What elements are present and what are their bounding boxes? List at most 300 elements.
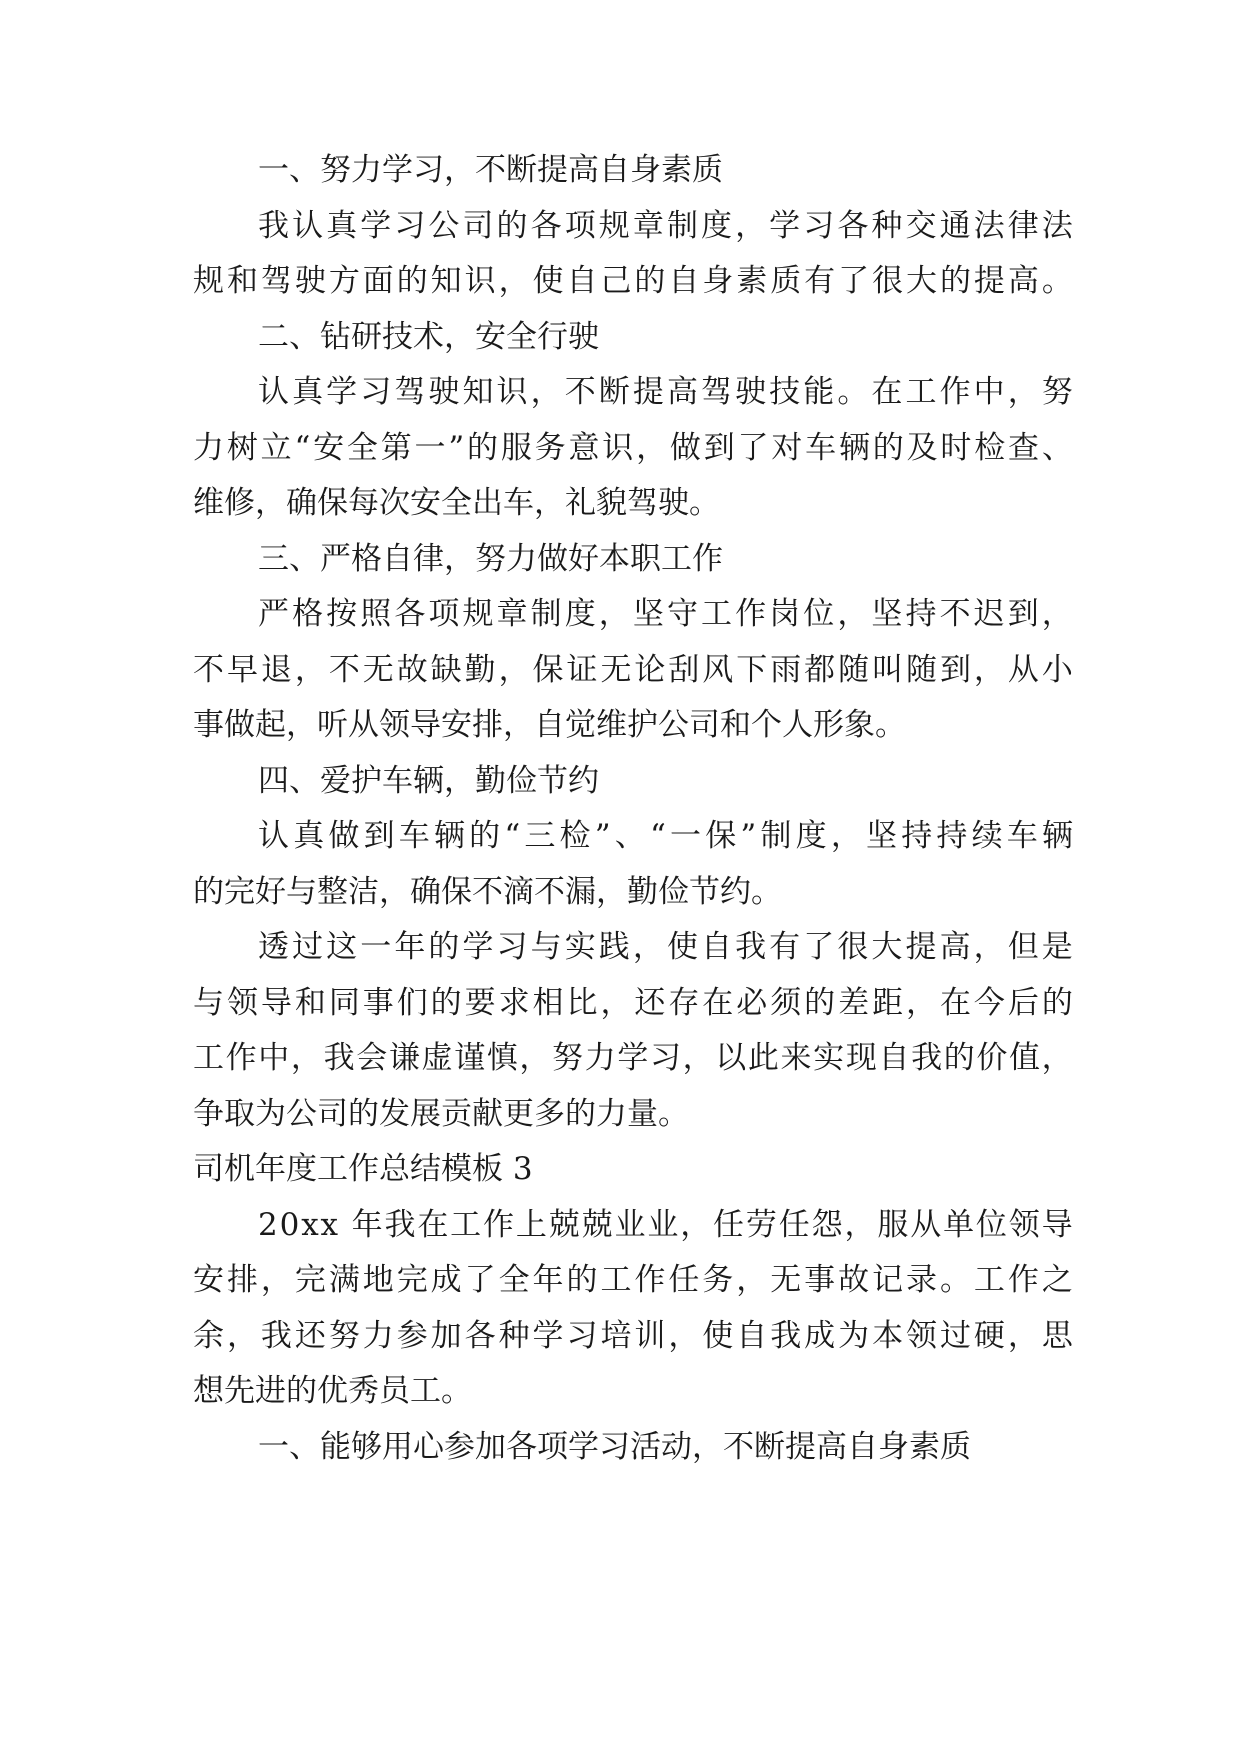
glyph: 无 — [362, 652, 394, 688]
glyph: 规 — [193, 263, 224, 299]
glyph: 满 — [328, 1262, 360, 1298]
glyph: 学 — [769, 208, 801, 244]
glyph: 坚 — [871, 596, 903, 632]
glyph: 还 — [294, 1318, 326, 1354]
glyph: 有 — [804, 263, 836, 299]
glyph: 度 — [701, 208, 733, 244]
glyph: 种 — [498, 1318, 530, 1354]
glyph: 须 — [770, 985, 802, 1021]
glyph: 今 — [973, 985, 1005, 1021]
glyph: 断 — [598, 374, 630, 410]
glyph: 证 — [566, 652, 598, 688]
glyph: 三 — [524, 818, 556, 854]
glyph: 大 — [871, 929, 903, 965]
glyph: 持 — [905, 596, 937, 632]
glyph: 了 — [737, 430, 769, 466]
glyph: ， — [668, 1318, 700, 1354]
glyph: 坚 — [632, 596, 664, 632]
glyph: 排 — [226, 1262, 258, 1298]
glyph: 学 — [617, 1040, 649, 1076]
glyph: 与 — [530, 929, 562, 965]
glyph: 我 — [384, 1207, 416, 1243]
glyph: 实 — [564, 929, 596, 965]
glyph: 作 — [735, 596, 767, 632]
glyph: 在 — [417, 1207, 449, 1243]
paragraph-line: 的完好与整洁，确保不滴不漏，勤俭节约。 — [193, 874, 782, 910]
glyph: 务 — [534, 430, 566, 466]
glyph: 努 — [552, 1040, 584, 1076]
glyph: 自 — [878, 1040, 910, 1076]
glyph: ， — [600, 985, 632, 1021]
glyph: 交 — [905, 208, 937, 244]
glyph: 保 — [705, 818, 737, 854]
glyph: 续 — [971, 818, 1003, 854]
glyph: 学 — [462, 929, 494, 965]
glyph: 思 — [1041, 1318, 1073, 1354]
glyph: 规 — [598, 208, 630, 244]
glyph: 作 — [1007, 1262, 1039, 1298]
glyph: 各 — [464, 1318, 496, 1354]
glyph: 位 — [975, 1207, 1007, 1243]
glyph: 做 — [328, 818, 360, 854]
glyph: 比 — [566, 985, 598, 1021]
glyph: 以 — [715, 1040, 747, 1076]
glyph: ” — [740, 818, 757, 854]
glyph: ， — [1007, 374, 1039, 410]
glyph: ， — [906, 985, 938, 1021]
glyph: 力 — [362, 1318, 394, 1354]
glyph: 过 — [939, 1318, 971, 1354]
glyph: 我 — [911, 1040, 943, 1076]
glyph: 导 — [1041, 1207, 1073, 1243]
glyph: 完 — [294, 1262, 326, 1298]
glyph: 意 — [568, 430, 600, 466]
glyph: 习 — [566, 1318, 598, 1354]
glyph: ” — [594, 818, 611, 854]
glyph: 一 — [414, 430, 446, 466]
glyph: 从 — [1007, 652, 1039, 688]
glyph: 的 — [428, 929, 460, 965]
glyph: 透 — [258, 929, 289, 965]
glyph: 我 — [258, 208, 289, 244]
glyph: ， — [530, 374, 562, 410]
glyph: 0 — [279, 1207, 300, 1243]
glyph: 。 — [837, 374, 869, 410]
glyph: 习 — [496, 929, 528, 965]
glyph: 在 — [939, 985, 971, 1021]
paragraph-line — [193, 983, 1073, 1023]
paragraph-line: 想先进的优秀员工。 — [193, 1373, 472, 1409]
glyph: 作 — [939, 374, 971, 410]
glyph: 律 — [1007, 208, 1039, 244]
glyph: 地 — [362, 1262, 394, 1298]
glyph: 成 — [430, 1262, 462, 1298]
glyph: x — [301, 1207, 319, 1243]
glyph: 小 — [1041, 652, 1073, 688]
glyph: 要 — [464, 985, 496, 1021]
glyph: 各 — [837, 208, 869, 244]
glyph: 驶 — [294, 263, 326, 299]
glyph: 习 — [649, 1040, 681, 1076]
glyph: ， — [680, 1207, 712, 1243]
glyph: 的 — [939, 263, 971, 299]
glyph: 为 — [838, 1318, 870, 1354]
glyph: 持 — [936, 818, 968, 854]
glyph: 的 — [943, 1040, 975, 1076]
glyph: 风 — [702, 652, 734, 688]
glyph: 完 — [396, 1262, 428, 1298]
glyph: ， — [498, 263, 530, 299]
paragraph-line: 争取为公司的发展贡献更多的力量。 — [193, 1096, 689, 1132]
glyph: ， — [973, 652, 1005, 688]
glyph: 辆 — [433, 818, 465, 854]
glyph: 自 — [668, 263, 700, 299]
glyph: 到 — [703, 430, 735, 466]
glyph: 兢 — [581, 1207, 613, 1243]
glyph: 章 — [496, 596, 528, 632]
glyph: 提 — [632, 374, 664, 410]
glyph: 有 — [769, 929, 801, 965]
glyph: ， — [1007, 1318, 1039, 1354]
glyph: 后 — [1007, 985, 1039, 1021]
glyph: 的 — [872, 430, 904, 466]
paragraph-line — [258, 927, 1073, 967]
glyph: 能 — [803, 374, 835, 410]
glyph: 践 — [598, 929, 630, 965]
glyph: 法 — [973, 208, 1005, 244]
glyph: 认 — [292, 208, 324, 244]
glyph: 项 — [564, 208, 596, 244]
glyph: 驶 — [735, 374, 767, 410]
glyph: 不 — [564, 374, 596, 410]
glyph: 必 — [736, 985, 768, 1021]
glyph: 安 — [313, 430, 345, 466]
glyph: 的 — [1041, 985, 1073, 1021]
glyph: 格 — [292, 596, 324, 632]
glyph: 任 — [668, 1262, 700, 1298]
glyph: 距 — [872, 985, 904, 1021]
glyph: 相 — [532, 985, 564, 1021]
glyph: 事 — [804, 1262, 836, 1298]
glyph: 领 — [1008, 1207, 1040, 1243]
glyph: 自 — [701, 929, 733, 965]
glyph: 早 — [226, 652, 258, 688]
glyph: 和 — [226, 263, 258, 299]
glyph: 提 — [973, 263, 1005, 299]
glyph: 随 — [838, 652, 870, 688]
glyph: 的 — [804, 985, 836, 1021]
glyph: 工 — [701, 596, 733, 632]
glyph: 全 — [498, 1262, 530, 1298]
glyph: 章 — [632, 208, 664, 244]
glyph: 一 — [360, 929, 392, 965]
glyph: ， — [519, 1040, 551, 1076]
glyph: 务 — [702, 1262, 734, 1298]
glyph: 安 — [193, 1262, 224, 1298]
glyph: 法 — [1041, 208, 1073, 244]
glyph: 雨 — [770, 652, 802, 688]
glyph: 虚 — [421, 1040, 453, 1076]
glyph: ， — [973, 929, 1005, 965]
glyph: 规 — [462, 596, 494, 632]
glyph: 使 — [666, 929, 698, 965]
glyph: 与 — [193, 985, 224, 1021]
glyph: 差 — [838, 985, 870, 1021]
glyph: 的 — [469, 818, 501, 854]
glyph: 全 — [346, 430, 378, 466]
glyph: 不 — [939, 596, 971, 632]
glyph: 价 — [976, 1040, 1008, 1076]
glyph: 大 — [906, 263, 938, 299]
glyph: ， — [1041, 596, 1073, 632]
glyph: 了 — [803, 929, 835, 965]
glyph: 业 — [614, 1207, 646, 1243]
paragraph-line — [193, 650, 1073, 690]
glyph: 到 — [363, 818, 395, 854]
glyph: 检 — [974, 430, 1006, 466]
glyph: 训 — [634, 1318, 666, 1354]
glyph: 习 — [360, 374, 392, 410]
glyph: 辆 — [838, 430, 870, 466]
glyph: 质 — [770, 263, 802, 299]
glyph: 退 — [260, 652, 292, 688]
paragraph-line — [258, 206, 1073, 246]
glyph: 兢 — [548, 1207, 580, 1243]
glyph: 车 — [1006, 818, 1038, 854]
paragraph-line — [258, 1205, 1073, 1245]
glyph: 、 — [614, 818, 646, 854]
glyph: 不 — [328, 652, 360, 688]
glyph: 识 — [602, 430, 634, 466]
glyph: 还 — [634, 985, 666, 1021]
glyph: 使 — [532, 263, 564, 299]
document-title: 司机年度工作总结模板 3 — [193, 1151, 533, 1187]
glyph: 身 — [702, 263, 734, 299]
glyph: 工 — [905, 374, 937, 410]
glyph: 立 — [260, 430, 292, 466]
glyph: 各 — [394, 596, 426, 632]
glyph: 高 — [1007, 263, 1039, 299]
glyph: “ — [504, 818, 521, 854]
glyph: 检 — [559, 818, 591, 854]
paragraph-line — [193, 261, 1073, 301]
glyph: 时 — [940, 430, 972, 466]
glyph: 习 — [394, 208, 426, 244]
glyph: 项 — [428, 596, 460, 632]
glyph: ， — [598, 596, 630, 632]
glyph: 刮 — [668, 652, 700, 688]
glyph: 慎 — [486, 1040, 518, 1076]
glyph: ， — [636, 430, 668, 466]
glyph: 故 — [838, 1262, 870, 1298]
paragraph-line — [258, 816, 1073, 856]
glyph: 做 — [669, 430, 701, 466]
glyph: 司 — [462, 208, 494, 244]
glyph: 提 — [905, 929, 937, 965]
glyph: 严 — [258, 596, 289, 632]
glyph: 的 — [396, 263, 428, 299]
glyph: 在 — [702, 985, 734, 1021]
glyph: 我 — [735, 929, 767, 965]
glyph: x — [320, 1207, 339, 1243]
glyph: 努 — [328, 1318, 360, 1354]
glyph: 持 — [901, 818, 933, 854]
glyph: 己 — [600, 263, 632, 299]
glyph: 之 — [1041, 1262, 1073, 1298]
glyph: 我 — [260, 1318, 292, 1354]
glyph: 保 — [532, 652, 564, 688]
glyph: 怨 — [811, 1207, 843, 1243]
glyph: 知 — [430, 263, 462, 299]
glyph: 中 — [973, 374, 1005, 410]
glyph: 学 — [326, 374, 358, 410]
paragraph-line — [193, 1038, 1073, 1078]
glyph: 都 — [804, 652, 836, 688]
glyph: ， — [735, 208, 767, 244]
glyph: 认 — [258, 818, 289, 854]
glyph: 在 — [871, 374, 903, 410]
glyph: ， — [498, 652, 530, 688]
glyph: 方 — [328, 263, 360, 299]
paragraph-line — [193, 1260, 1073, 1300]
glyph: 记 — [872, 1262, 904, 1298]
glyph: 劳 — [745, 1207, 777, 1243]
glyph: 和 — [294, 985, 326, 1021]
glyph: 技 — [769, 374, 801, 410]
glyph: 坚 — [866, 818, 897, 854]
glyph: 的 — [634, 263, 666, 299]
glyph: 制 — [530, 596, 562, 632]
glyph: 存 — [668, 985, 700, 1021]
glyph: 服 — [877, 1207, 909, 1243]
glyph: 认 — [258, 374, 289, 410]
glyph: 面 — [362, 263, 394, 299]
glyph: 参 — [396, 1318, 428, 1354]
glyph: 制 — [666, 208, 698, 244]
glyph: 的 — [566, 1262, 598, 1298]
paragraph-line: 事做起，听从领导安排，自觉维护公司和个人形象。 — [193, 707, 906, 743]
glyph: 勤 — [464, 652, 496, 688]
glyph: 论 — [634, 652, 666, 688]
glyph: 度 — [795, 818, 827, 854]
glyph: “ — [649, 818, 666, 854]
glyph: 年 — [532, 1262, 564, 1298]
glyph: 第 — [380, 430, 412, 466]
section-heading: 一、能够用心参加各项学习活动，不断提高自身素质 — [258, 1429, 971, 1465]
glyph: 真 — [326, 208, 358, 244]
glyph: 同 — [328, 985, 360, 1021]
glyph: 识 — [496, 374, 528, 410]
glyph: 按 — [326, 596, 358, 632]
glyph: 了 — [838, 263, 870, 299]
glyph: 事 — [362, 985, 394, 1021]
glyph: 了 — [464, 1262, 496, 1298]
glyph: 查 — [1008, 430, 1040, 466]
glyph: 领 — [226, 985, 258, 1021]
glyph: 制 — [760, 818, 792, 854]
glyph: 的 — [496, 208, 528, 244]
paragraph-line — [193, 1316, 1073, 1356]
glyph: 自 — [736, 1318, 768, 1354]
glyph: 工 — [973, 1262, 1005, 1298]
glyph: 知 — [462, 374, 494, 410]
paragraph-line — [258, 594, 1073, 634]
glyph: 叫 — [872, 652, 904, 688]
glyph: 成 — [804, 1318, 836, 1354]
glyph: 加 — [430, 1318, 462, 1354]
glyph: 从 — [910, 1207, 942, 1243]
glyph: ” — [448, 430, 465, 466]
glyph: 单 — [943, 1207, 975, 1243]
glyph: 业 — [647, 1207, 679, 1243]
glyph: 录 — [906, 1262, 938, 1298]
glyph: 下 — [736, 652, 768, 688]
glyph: ， — [682, 1040, 714, 1076]
glyph: 现 — [845, 1040, 877, 1076]
glyph: 树 — [226, 430, 258, 466]
glyph: 但 — [1007, 929, 1039, 965]
glyph: 无 — [770, 1262, 802, 1298]
glyph: 驶 — [428, 374, 460, 410]
section-heading: 三、严格自律，努力做好本职工作 — [258, 541, 723, 577]
glyph: ， — [290, 1040, 322, 1076]
glyph: 年 — [394, 929, 426, 965]
glyph: 及 — [906, 430, 938, 466]
paragraph-line: 维修，确保每次安全出车，礼貌驾驶。 — [193, 485, 720, 521]
glyph: 本 — [872, 1318, 904, 1354]
glyph: 培 — [600, 1318, 632, 1354]
glyph: 实 — [813, 1040, 845, 1076]
glyph: 习 — [803, 208, 835, 244]
glyph: 驾 — [701, 374, 733, 410]
glyph: 车 — [805, 430, 837, 466]
glyph: 岗 — [769, 596, 801, 632]
glyph: 到 — [939, 652, 971, 688]
paragraph-line — [193, 428, 1073, 468]
glyph: 真 — [292, 374, 324, 410]
glyph: 力 — [193, 430, 224, 466]
glyph: 学 — [532, 1318, 564, 1354]
glyph: 作 — [483, 1207, 515, 1243]
glyph: ， — [844, 1207, 876, 1243]
glyph: 2 — [258, 1207, 278, 1243]
glyph: 自 — [566, 263, 598, 299]
glyph: 工 — [600, 1262, 632, 1298]
glyph: 、 — [1041, 430, 1073, 466]
glyph: 迟 — [973, 596, 1005, 632]
glyph: 我 — [770, 1318, 802, 1354]
glyph: ， — [736, 1262, 768, 1298]
section-heading: 二、钻研技术，安全行驶 — [258, 319, 599, 355]
glyph: ， — [830, 818, 862, 854]
glyph: 是 — [1041, 929, 1073, 965]
glyph: 一 — [670, 818, 702, 854]
glyph: 很 — [872, 263, 904, 299]
glyph: 车 — [398, 818, 430, 854]
paragraph-line — [258, 372, 1073, 412]
glyph: 会 — [356, 1040, 388, 1076]
glyph: 对 — [771, 430, 803, 466]
glyph: 学 — [360, 208, 392, 244]
glyph: 服 — [500, 430, 532, 466]
glyph: 工 — [193, 1040, 224, 1076]
glyph — [340, 1205, 350, 1245]
glyph: ， — [837, 596, 869, 632]
glyph: 。 — [939, 1262, 971, 1298]
glyph: 辆 — [1041, 818, 1073, 854]
glyph: 照 — [360, 596, 392, 632]
glyph: 很 — [837, 929, 869, 965]
